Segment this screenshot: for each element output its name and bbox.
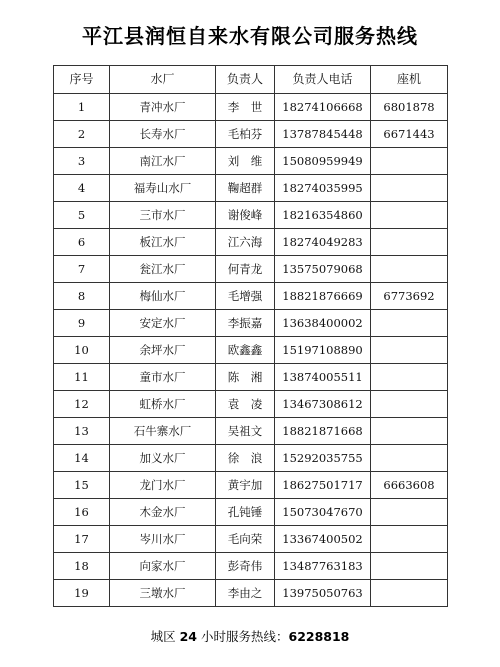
cell-landline <box>371 364 448 391</box>
cell-landline: 6671443 <box>371 121 448 148</box>
cell-landline <box>371 175 448 202</box>
cell-index: 9 <box>54 310 110 337</box>
cell-index: 19 <box>54 580 110 607</box>
cell-index: 15 <box>54 472 110 499</box>
cell-mobile: 18274106668 <box>275 94 371 121</box>
table-row <box>54 121 448 148</box>
cell-plant: 福寿山水厂 <box>110 175 216 202</box>
cell-index: 18 <box>54 553 110 580</box>
cell-index: 17 <box>54 526 110 553</box>
cell-landline <box>371 526 448 553</box>
cell-person: 吴祖文 <box>216 418 275 445</box>
cell-person: 李振嘉 <box>216 310 275 337</box>
header-plant: 水厂 <box>110 66 216 94</box>
cell-person: 谢俊峰 <box>216 202 275 229</box>
cell-plant: 向家水厂 <box>110 553 216 580</box>
cell-person: 李 世 <box>216 94 275 121</box>
cell-landline: 6801878 <box>371 94 448 121</box>
page-title: 平江县润恒自来水有限公司服务热线 <box>82 24 418 48</box>
cell-person: 李由之 <box>216 580 275 607</box>
cell-person: 陈 湘 <box>216 364 275 391</box>
header-index: 序号 <box>54 66 110 94</box>
table-row <box>54 391 448 418</box>
cell-landline <box>371 391 448 418</box>
table-row <box>54 580 448 607</box>
cell-index: 6 <box>54 229 110 256</box>
cell-plant: 石牛寨水厂 <box>110 418 216 445</box>
cell-person: 何青龙 <box>216 256 275 283</box>
cell-plant: 长寿水厂 <box>110 121 216 148</box>
table-row <box>54 256 448 283</box>
cell-mobile: 18274035995 <box>275 175 371 202</box>
cell-mobile: 13787845448 <box>275 121 371 148</box>
cell-person: 袁 凌 <box>216 391 275 418</box>
cell-index: 14 <box>54 445 110 472</box>
cell-landline <box>371 202 448 229</box>
cell-index: 5 <box>54 202 110 229</box>
table-row <box>54 202 448 229</box>
cell-landline <box>371 148 448 175</box>
cell-person: 毛柏芬 <box>216 121 275 148</box>
cell-plant: 虹桥水厂 <box>110 391 216 418</box>
cell-person: 徐 浪 <box>216 445 275 472</box>
hotline-table <box>53 65 448 607</box>
cell-landline: 6663608 <box>371 472 448 499</box>
footer-hours: 24 <box>179 629 197 644</box>
footer-number: 6228818 <box>288 629 350 644</box>
cell-person: 毛向荣 <box>216 526 275 553</box>
cell-mobile: 18216354860 <box>275 202 371 229</box>
cell-index: 3 <box>54 148 110 175</box>
cell-mobile: 15197108890 <box>275 337 371 364</box>
header-mobile: 负责人电话 <box>275 66 371 94</box>
cell-index: 10 <box>54 337 110 364</box>
footer-hotline <box>0 627 500 645</box>
table-row <box>54 175 448 202</box>
cell-index: 7 <box>54 256 110 283</box>
cell-plant: 岑川水厂 <box>110 526 216 553</box>
cell-person: 黄宇加 <box>216 472 275 499</box>
cell-plant: 加义水厂 <box>110 445 216 472</box>
cell-plant: 童市水厂 <box>110 364 216 391</box>
cell-mobile: 15073047670 <box>275 499 371 526</box>
cell-plant: 三市水厂 <box>110 202 216 229</box>
cell-plant: 三墩水厂 <box>110 580 216 607</box>
cell-plant: 青冲水厂 <box>110 94 216 121</box>
cell-mobile: 13487763183 <box>275 553 371 580</box>
cell-landline <box>371 418 448 445</box>
cell-landline <box>371 445 448 472</box>
cell-index: 13 <box>54 418 110 445</box>
cell-index: 1 <box>54 94 110 121</box>
cell-plant: 龙门水厂 <box>110 472 216 499</box>
cell-index: 2 <box>54 121 110 148</box>
cell-landline <box>371 337 448 364</box>
table-row <box>54 94 448 121</box>
cell-landline <box>371 229 448 256</box>
cell-plant: 瓮江水厂 <box>110 256 216 283</box>
cell-person: 孔钝锤 <box>216 499 275 526</box>
cell-mobile: 18821871668 <box>275 418 371 445</box>
cell-mobile: 13874005511 <box>275 364 371 391</box>
table-row <box>54 364 448 391</box>
cell-index: 16 <box>54 499 110 526</box>
header-landline: 座机 <box>371 66 448 94</box>
cell-mobile: 13575079068 <box>275 256 371 283</box>
cell-mobile: 18274049283 <box>275 229 371 256</box>
cell-plant: 梅仙水厂 <box>110 283 216 310</box>
table-row <box>54 229 448 256</box>
cell-person: 毛增强 <box>216 283 275 310</box>
table-row <box>54 148 448 175</box>
cell-landline <box>371 256 448 283</box>
cell-index: 4 <box>54 175 110 202</box>
cell-mobile: 18627501717 <box>275 472 371 499</box>
cell-index: 12 <box>54 391 110 418</box>
table-row <box>54 472 448 499</box>
cell-person: 鞠超群 <box>216 175 275 202</box>
cell-mobile: 13367400502 <box>275 526 371 553</box>
cell-mobile: 13467308612 <box>275 391 371 418</box>
cell-index: 8 <box>54 283 110 310</box>
table-row <box>54 310 448 337</box>
cell-landline <box>371 310 448 337</box>
cell-index: 11 <box>54 364 110 391</box>
table-header-row <box>54 66 448 94</box>
cell-landline <box>371 580 448 607</box>
cell-person: 彭奇伟 <box>216 553 275 580</box>
header-person: 负责人 <box>216 66 275 94</box>
cell-plant: 安定水厂 <box>110 310 216 337</box>
table-body <box>54 94 448 607</box>
cell-mobile: 18821876669 <box>275 283 371 310</box>
table-row <box>54 337 448 364</box>
cell-plant: 木金水厂 <box>110 499 216 526</box>
cell-mobile: 13638400002 <box>275 310 371 337</box>
cell-mobile: 15292035755 <box>275 445 371 472</box>
table-row <box>54 499 448 526</box>
footer-middle: 小时服务热线： <box>200 629 289 644</box>
table-row <box>54 445 448 472</box>
cell-person: 江六海 <box>216 229 275 256</box>
table-row <box>54 418 448 445</box>
cell-landline <box>371 499 448 526</box>
cell-person: 欧鑫鑫 <box>216 337 275 364</box>
cell-plant: 余坪水厂 <box>110 337 216 364</box>
cell-mobile: 13975050763 <box>275 580 371 607</box>
cell-person: 刘 维 <box>216 148 275 175</box>
table-row <box>54 553 448 580</box>
table-row <box>54 526 448 553</box>
cell-landline: 6773692 <box>371 283 448 310</box>
cell-landline <box>371 553 448 580</box>
footer-prefix: 城区 <box>150 629 176 644</box>
cell-mobile: 15080959949 <box>275 148 371 175</box>
cell-plant: 南江水厂 <box>110 148 216 175</box>
table-row <box>54 283 448 310</box>
cell-plant: 板江水厂 <box>110 229 216 256</box>
